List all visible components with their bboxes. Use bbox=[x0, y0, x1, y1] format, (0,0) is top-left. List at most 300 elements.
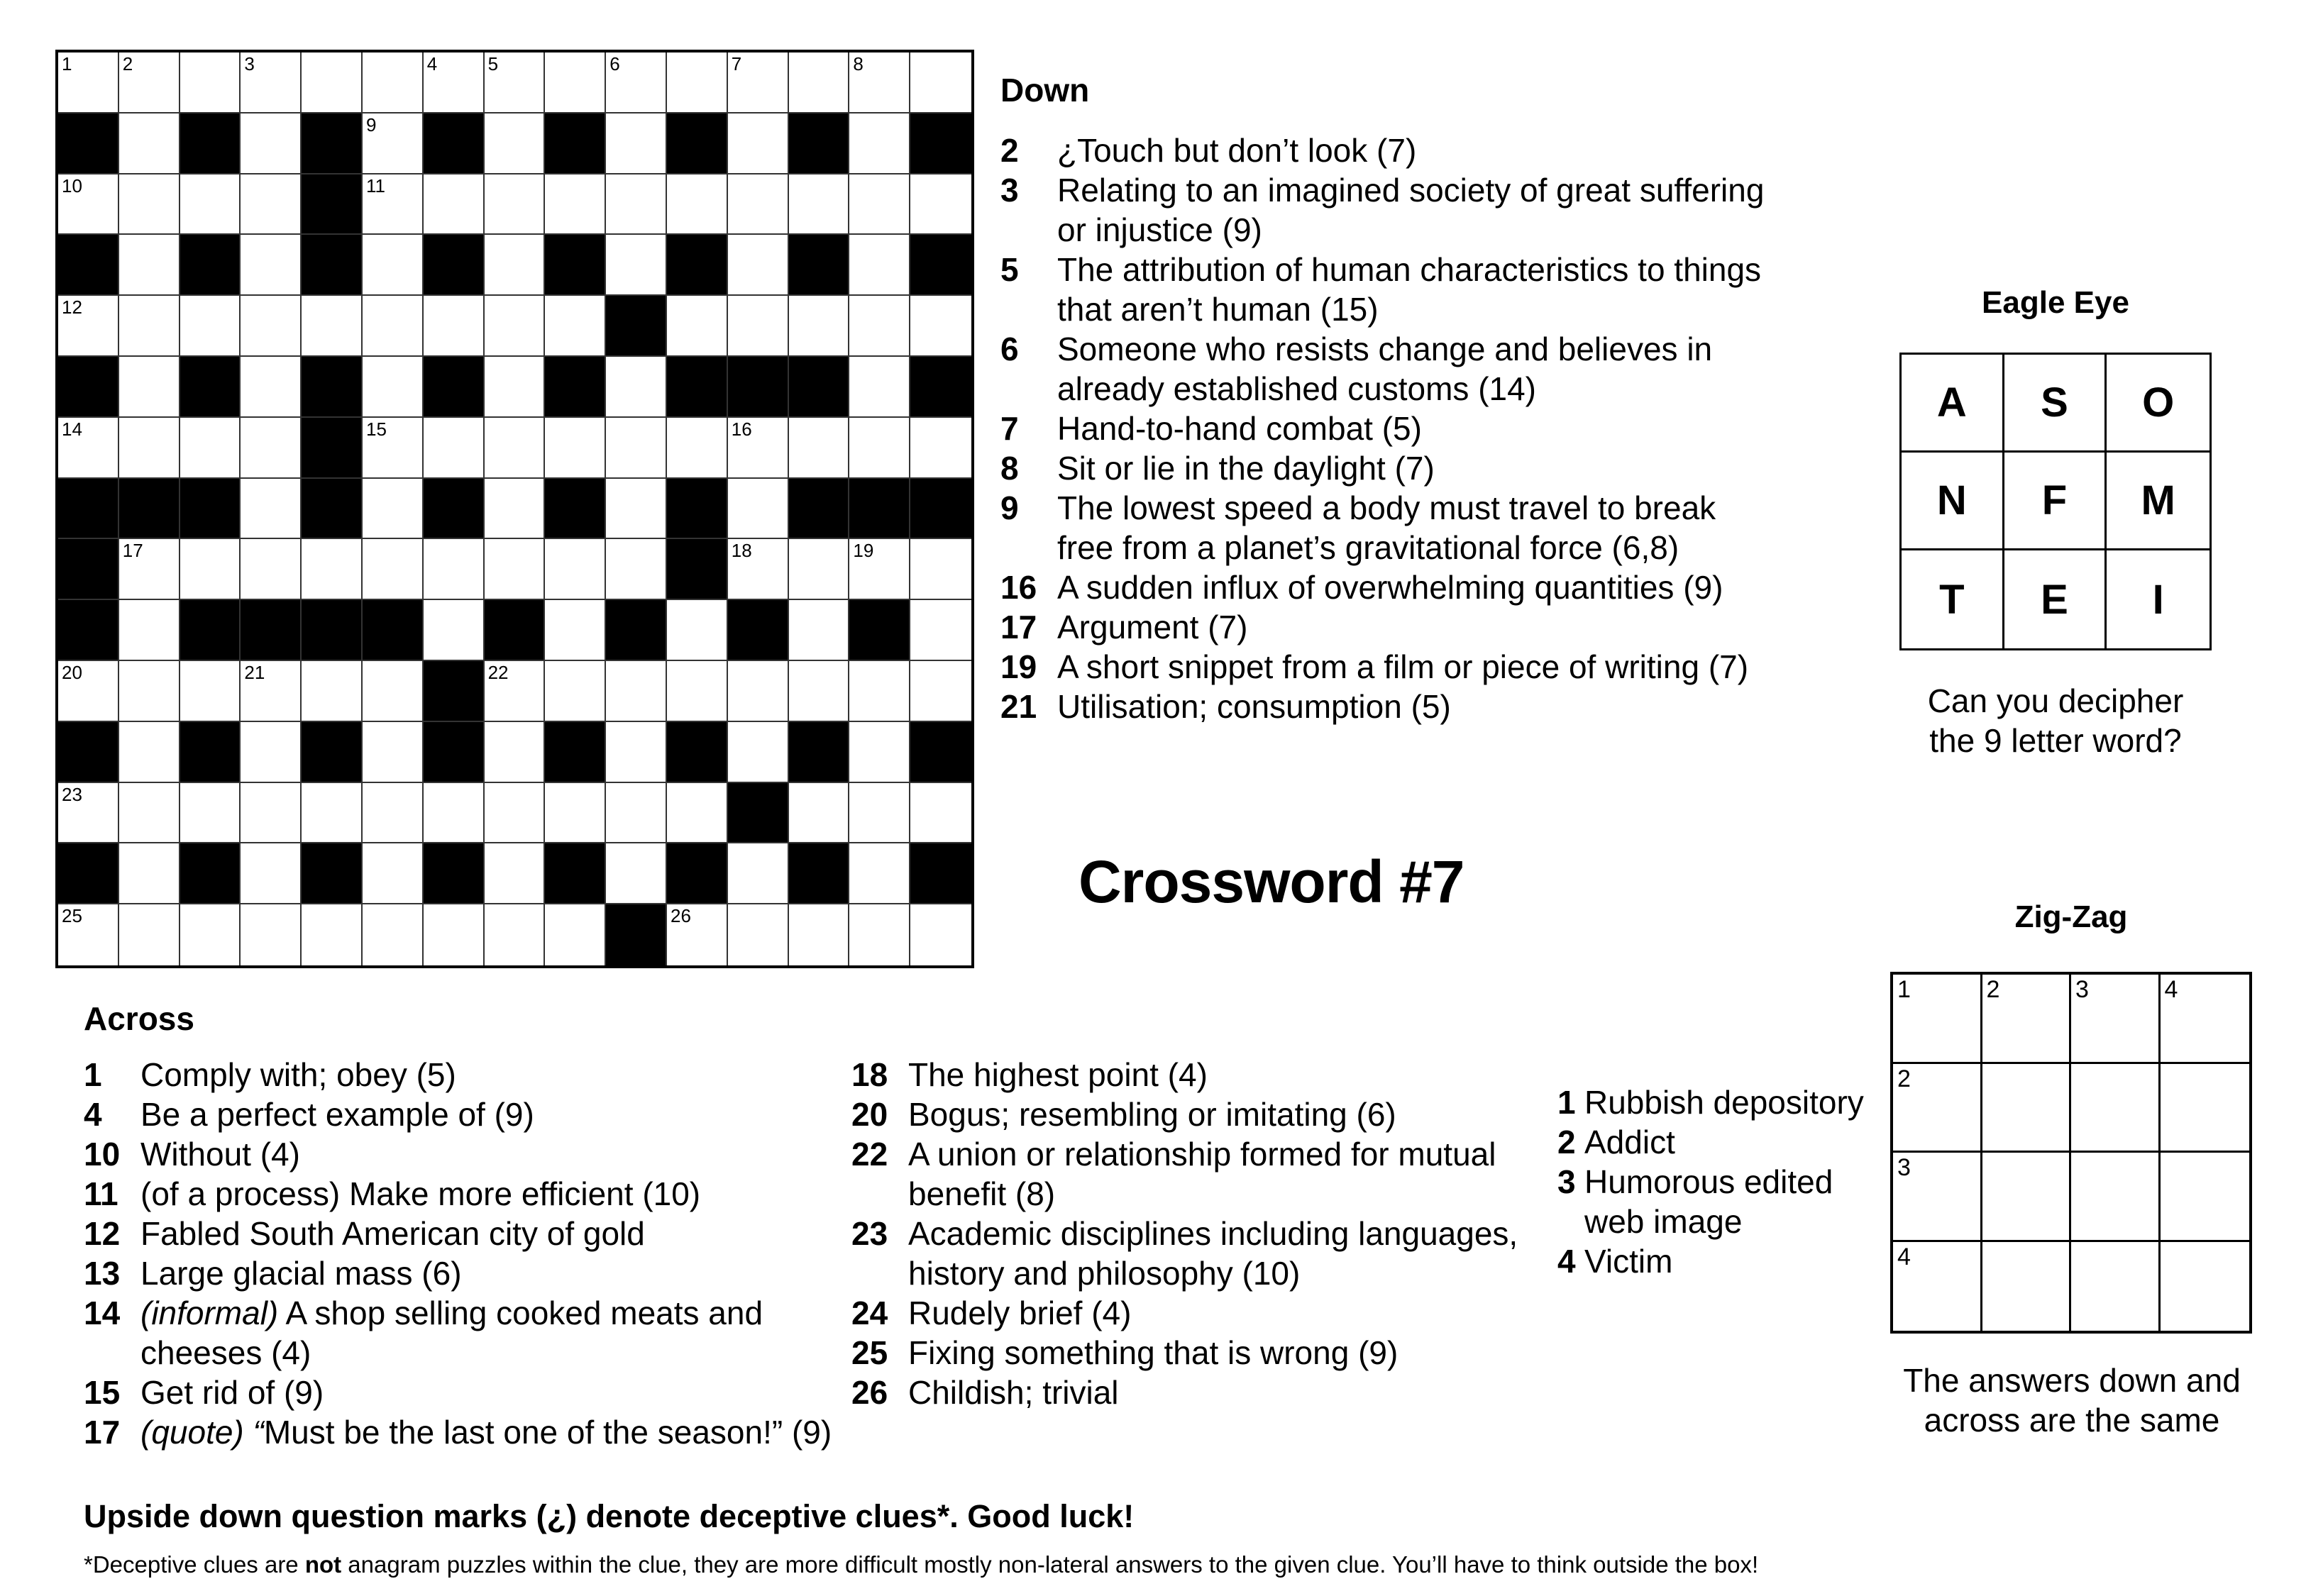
grid-block bbox=[180, 600, 241, 661]
grid-cell[interactable] bbox=[849, 296, 910, 357]
clue-text: A sudden influx of overwhelming quantities (9) bbox=[1057, 569, 1723, 606]
grid-cell[interactable] bbox=[119, 843, 180, 904]
clue-text: A union or relationship formed for mutual benefit (8) bbox=[908, 1136, 1496, 1212]
zig-zag-cell[interactable] bbox=[2161, 1242, 2250, 1331]
grid-cell[interactable] bbox=[119, 539, 180, 600]
clue-number: 5 bbox=[487, 53, 499, 74]
grid-cell[interactable] bbox=[606, 661, 667, 722]
grid-cell[interactable] bbox=[545, 174, 606, 235]
grid-cell[interactable] bbox=[363, 113, 424, 174]
grid-cell[interactable] bbox=[789, 296, 850, 357]
grid-cell[interactable] bbox=[302, 52, 363, 113]
down-clue bbox=[1000, 488, 1767, 567]
clue-text: Relating to an imagined society of great suffering or injustice (9) bbox=[1057, 172, 1765, 248]
grid-cell[interactable] bbox=[119, 357, 180, 418]
grid-cell[interactable] bbox=[667, 296, 728, 357]
grid-cell[interactable] bbox=[363, 904, 424, 965]
grid-cell[interactable] bbox=[363, 722, 424, 783]
grid-block bbox=[180, 357, 241, 418]
grid-cell[interactable] bbox=[58, 783, 119, 844]
grid-cell[interactable] bbox=[545, 539, 606, 600]
grid-cell[interactable] bbox=[789, 600, 850, 661]
grid-cell[interactable] bbox=[910, 539, 971, 600]
grid-cell[interactable] bbox=[424, 539, 485, 600]
grid-block bbox=[302, 418, 363, 479]
grid-cell[interactable] bbox=[119, 783, 180, 844]
zig-zag-cell[interactable] bbox=[2071, 1242, 2161, 1331]
grid-cell[interactable] bbox=[667, 174, 728, 235]
zig-zag-cell[interactable] bbox=[1893, 1064, 1982, 1153]
grid-cell[interactable] bbox=[667, 600, 728, 661]
grid-cell[interactable] bbox=[910, 600, 971, 661]
grid-cell[interactable] bbox=[241, 843, 302, 904]
clue-number: 21 bbox=[1000, 688, 1037, 725]
across-heading: Across bbox=[84, 1000, 194, 1037]
grid-block bbox=[302, 843, 363, 904]
clue-number: 9 bbox=[366, 113, 377, 135]
crossword-grid bbox=[55, 50, 974, 968]
grid-cell[interactable] bbox=[545, 904, 606, 965]
grid-cell[interactable] bbox=[302, 539, 363, 600]
zig-zag-cell[interactable] bbox=[1982, 1153, 2072, 1242]
grid-cell[interactable] bbox=[119, 418, 180, 479]
grid-cell[interactable] bbox=[849, 904, 910, 965]
grid-cell[interactable] bbox=[485, 479, 546, 540]
grid-cell[interactable] bbox=[119, 722, 180, 783]
zig-zag-cell[interactable] bbox=[2071, 1064, 2161, 1153]
grid-cell[interactable] bbox=[485, 357, 546, 418]
grid-block bbox=[667, 539, 728, 600]
grid-cell[interactable] bbox=[545, 661, 606, 722]
grid-cell[interactable] bbox=[606, 418, 667, 479]
grid-block bbox=[58, 539, 119, 600]
across-clue bbox=[851, 1134, 1533, 1214]
grid-cell[interactable] bbox=[789, 661, 850, 722]
grid-block bbox=[424, 357, 485, 418]
grid-cell[interactable] bbox=[849, 357, 910, 418]
grid-block bbox=[58, 235, 119, 296]
across-clue bbox=[84, 1253, 836, 1293]
grid-cell[interactable] bbox=[667, 418, 728, 479]
grid-block bbox=[58, 722, 119, 783]
grid-block bbox=[789, 479, 850, 540]
clue-number: 14 bbox=[62, 418, 82, 440]
grid-cell[interactable] bbox=[363, 843, 424, 904]
clue-number: 1 bbox=[1557, 1084, 1576, 1121]
grid-cell[interactable] bbox=[545, 600, 606, 661]
clue-number: 23 bbox=[62, 783, 82, 805]
clue-number: 21 bbox=[244, 662, 265, 683]
down-clue bbox=[1000, 409, 1767, 448]
grid-cell[interactable] bbox=[606, 843, 667, 904]
grid-cell[interactable] bbox=[119, 52, 180, 113]
grid-block bbox=[302, 600, 363, 661]
zig-zag-cell[interactable] bbox=[1982, 1242, 2072, 1331]
grid-cell[interactable] bbox=[58, 52, 119, 113]
grid-cell[interactable] bbox=[667, 52, 728, 113]
grid-cell[interactable] bbox=[606, 783, 667, 844]
grid-cell[interactable] bbox=[363, 235, 424, 296]
grid-cell[interactable] bbox=[58, 418, 119, 479]
grid-cell[interactable] bbox=[849, 722, 910, 783]
clue-prefix: (informal) bbox=[140, 1295, 279, 1331]
grid-cell[interactable] bbox=[180, 539, 241, 600]
grid-cell[interactable] bbox=[424, 52, 485, 113]
grid-block bbox=[667, 357, 728, 418]
clue-number: 4 bbox=[426, 53, 438, 74]
grid-block bbox=[910, 235, 971, 296]
grid-cell[interactable] bbox=[606, 113, 667, 174]
grid-cell[interactable] bbox=[302, 904, 363, 965]
grid-cell[interactable] bbox=[302, 296, 363, 357]
grid-cell[interactable] bbox=[545, 52, 606, 113]
clue-number: 19 bbox=[853, 540, 874, 562]
grid-block bbox=[58, 479, 119, 540]
grid-cell[interactable] bbox=[241, 296, 302, 357]
grid-block bbox=[545, 479, 606, 540]
down-heading: Down bbox=[1000, 72, 1090, 109]
clue-number: 15 bbox=[366, 418, 387, 440]
grid-cell[interactable] bbox=[910, 661, 971, 722]
grid-cell[interactable] bbox=[58, 296, 119, 357]
clue-text: Be a perfect example of (9) bbox=[140, 1096, 534, 1133]
clue-text: Comply with; obey (5) bbox=[140, 1056, 456, 1093]
clue-number: 11 bbox=[84, 1175, 118, 1212]
grid-cell[interactable] bbox=[485, 52, 546, 113]
grid-cell[interactable] bbox=[728, 418, 789, 479]
grid-cell[interactable] bbox=[849, 52, 910, 113]
grid-cell[interactable] bbox=[606, 357, 667, 418]
grid-cell[interactable] bbox=[789, 904, 850, 965]
grid-block bbox=[849, 479, 910, 540]
grid-cell[interactable] bbox=[606, 722, 667, 783]
grid-cell[interactable] bbox=[119, 904, 180, 965]
grid-cell[interactable] bbox=[667, 661, 728, 722]
grid-cell[interactable] bbox=[485, 722, 546, 783]
clue-number: 26 bbox=[671, 905, 691, 927]
across-clue bbox=[851, 1373, 1533, 1412]
grid-cell[interactable] bbox=[485, 661, 546, 722]
clue-number: 6 bbox=[609, 53, 620, 74]
zig-zag-cell[interactable] bbox=[1982, 975, 2072, 1064]
zig-zag-number: 3 bbox=[2075, 976, 2089, 1003]
grid-cell[interactable] bbox=[606, 479, 667, 540]
grid-cell[interactable] bbox=[910, 296, 971, 357]
across-clue bbox=[84, 1293, 836, 1373]
grid-cell[interactable] bbox=[363, 52, 424, 113]
grid-cell[interactable] bbox=[180, 661, 241, 722]
clue-text: Fixing something that is wrong (9) bbox=[908, 1334, 1399, 1371]
clue-number: 10 bbox=[62, 174, 82, 196]
clue-number: 3 bbox=[1000, 172, 1019, 209]
clue-number: 7 bbox=[1000, 410, 1019, 447]
grid-cell[interactable] bbox=[241, 357, 302, 418]
across-clue bbox=[84, 1214, 836, 1253]
grid-cell[interactable] bbox=[728, 296, 789, 357]
clue-number: 2 bbox=[1557, 1124, 1576, 1160]
zig-zag-cell[interactable] bbox=[1893, 1153, 1982, 1242]
footer-note-after: anagram puzzles within the clue, they are more difficult mostly non-lateral answers to the given clue. You’ll have to think outside the box! bbox=[341, 1551, 1759, 1578]
clue-number: 13 bbox=[84, 1255, 121, 1292]
grid-cell[interactable] bbox=[728, 479, 789, 540]
grid-cell[interactable] bbox=[485, 174, 546, 235]
zig-zag-cell[interactable] bbox=[2071, 1153, 2161, 1242]
down-clue bbox=[1000, 170, 1767, 250]
clue-text: Victim bbox=[1584, 1243, 1673, 1280]
zig-zag-cell[interactable] bbox=[1893, 975, 1982, 1064]
grid-cell[interactable] bbox=[241, 722, 302, 783]
grid-cell[interactable] bbox=[485, 418, 546, 479]
grid-block bbox=[545, 113, 606, 174]
clue-number: 25 bbox=[62, 905, 82, 927]
across-clue bbox=[84, 1412, 836, 1452]
grid-cell[interactable] bbox=[545, 418, 606, 479]
grid-cell[interactable] bbox=[180, 783, 241, 844]
grid-cell[interactable] bbox=[849, 783, 910, 844]
zig-zag-cell[interactable] bbox=[2071, 975, 2161, 1064]
zig-zag-caption bbox=[1831, 1361, 2306, 1440]
clue-text: Rubbish depository bbox=[1584, 1084, 1864, 1121]
grid-cell[interactable] bbox=[545, 296, 606, 357]
grid-cell[interactable] bbox=[606, 52, 667, 113]
clue-number: 2 bbox=[1000, 132, 1019, 169]
grid-cell[interactable] bbox=[789, 783, 850, 844]
eagle-eye-letter: O bbox=[2107, 355, 2210, 453]
grid-cell[interactable] bbox=[545, 783, 606, 844]
clue-text: Sit or lie in the daylight (7) bbox=[1057, 450, 1435, 487]
clue-number: 8 bbox=[853, 53, 864, 74]
eagle-eye-letter: E bbox=[2004, 550, 2107, 648]
eagle-eye-letter: F bbox=[2004, 453, 2107, 550]
clue-number: 17 bbox=[122, 540, 143, 562]
clue-text: A short snippet from a film or piece of writing (7) bbox=[1057, 648, 1749, 685]
grid-cell[interactable] bbox=[728, 113, 789, 174]
clue-text: Argument (7) bbox=[1057, 609, 1248, 645]
grid-block bbox=[789, 722, 850, 783]
grid-cell[interactable] bbox=[728, 722, 789, 783]
grid-cell[interactable] bbox=[302, 661, 363, 722]
grid-cell[interactable] bbox=[424, 418, 485, 479]
clue-number: 10 bbox=[84, 1136, 121, 1173]
clue-number: 13 bbox=[609, 297, 631, 318]
zig-zag-cell[interactable] bbox=[1982, 1064, 2072, 1153]
eagle-eye-letter: M bbox=[2107, 453, 2210, 550]
down-clue bbox=[1000, 250, 1767, 329]
grid-block bbox=[606, 296, 667, 357]
grid-block bbox=[606, 904, 667, 965]
clue-number: 12 bbox=[62, 297, 82, 318]
grid-block bbox=[58, 600, 119, 661]
grid-cell[interactable] bbox=[849, 235, 910, 296]
grid-cell[interactable] bbox=[606, 174, 667, 235]
grid-block bbox=[302, 357, 363, 418]
grid-block bbox=[363, 600, 424, 661]
grid-cell[interactable] bbox=[241, 661, 302, 722]
grid-block bbox=[58, 113, 119, 174]
grid-cell[interactable] bbox=[363, 783, 424, 844]
grid-cell[interactable] bbox=[606, 235, 667, 296]
clue-text: A shop selling cooked meats and cheeses (4) bbox=[140, 1295, 763, 1371]
clue-number: 16 bbox=[1000, 569, 1037, 606]
grid-block bbox=[302, 174, 363, 235]
grid-cell[interactable] bbox=[789, 52, 850, 113]
clue-text: Rudely brief (4) bbox=[908, 1295, 1132, 1331]
grid-cell[interactable] bbox=[728, 661, 789, 722]
clue-text: Large glacial mass (6) bbox=[140, 1255, 462, 1292]
grid-cell[interactable] bbox=[58, 174, 119, 235]
grid-cell[interactable] bbox=[910, 783, 971, 844]
clue-number: 25 bbox=[851, 1334, 888, 1371]
grid-cell[interactable] bbox=[241, 52, 302, 113]
grid-cell[interactable] bbox=[363, 418, 424, 479]
grid-cell[interactable] bbox=[485, 113, 546, 174]
clue-number: 18 bbox=[731, 540, 752, 562]
grid-cell[interactable] bbox=[910, 174, 971, 235]
grid-cell[interactable] bbox=[241, 113, 302, 174]
grid-cell[interactable] bbox=[241, 235, 302, 296]
grid-block bbox=[424, 843, 485, 904]
grid-block bbox=[424, 235, 485, 296]
grid-cell[interactable] bbox=[58, 661, 119, 722]
grid-cell[interactable] bbox=[363, 174, 424, 235]
grid-cell[interactable] bbox=[485, 296, 546, 357]
grid-cell[interactable] bbox=[424, 296, 485, 357]
grid-block bbox=[910, 843, 971, 904]
grid-cell[interactable] bbox=[728, 843, 789, 904]
grid-cell[interactable] bbox=[241, 418, 302, 479]
grid-cell[interactable] bbox=[119, 296, 180, 357]
grid-cell[interactable] bbox=[241, 904, 302, 965]
grid-cell[interactable] bbox=[119, 174, 180, 235]
across-clue bbox=[84, 1055, 836, 1095]
zig-zag-grid bbox=[1890, 972, 2252, 1334]
grid-cell[interactable] bbox=[910, 904, 971, 965]
grid-cell[interactable] bbox=[849, 418, 910, 479]
grid-cell[interactable] bbox=[363, 357, 424, 418]
grid-cell[interactable] bbox=[363, 539, 424, 600]
grid-cell[interactable] bbox=[180, 418, 241, 479]
grid-cell[interactable] bbox=[728, 904, 789, 965]
grid-cell[interactable] bbox=[241, 479, 302, 540]
grid-cell[interactable] bbox=[910, 418, 971, 479]
grid-cell[interactable] bbox=[424, 783, 485, 844]
grid-block bbox=[180, 235, 241, 296]
zig-zag-number: 2 bbox=[1986, 976, 2000, 1003]
grid-cell[interactable] bbox=[424, 904, 485, 965]
grid-block bbox=[302, 722, 363, 783]
zig-zag-cell[interactable] bbox=[2161, 1064, 2250, 1153]
grid-block bbox=[302, 479, 363, 540]
grid-cell[interactable] bbox=[849, 661, 910, 722]
grid-cell[interactable] bbox=[363, 479, 424, 540]
grid-block bbox=[424, 113, 485, 174]
clue-number: 23 bbox=[851, 1215, 888, 1252]
zig-zag-number: 4 bbox=[1897, 1243, 1911, 1270]
zig-zag-cell[interactable] bbox=[2161, 1153, 2250, 1242]
grid-block bbox=[119, 479, 180, 540]
grid-cell[interactable] bbox=[728, 539, 789, 600]
zig-zag-number: 4 bbox=[2164, 976, 2178, 1003]
clue-text: The highest point (4) bbox=[908, 1056, 1208, 1093]
grid-cell[interactable] bbox=[302, 783, 363, 844]
zig-zag-cell[interactable] bbox=[2161, 975, 2250, 1064]
grid-cell[interactable] bbox=[485, 843, 546, 904]
grid-block bbox=[545, 843, 606, 904]
grid-cell[interactable] bbox=[789, 539, 850, 600]
clue-number: 5 bbox=[1000, 251, 1019, 288]
clue-text: The lowest speed a body must travel to break free from a planet’s gravitational force (6,8) bbox=[1057, 489, 1716, 566]
clue-text: Humorous edited web image bbox=[1584, 1163, 1833, 1240]
across-clue-list-1 bbox=[84, 1055, 836, 1452]
grid-block bbox=[58, 843, 119, 904]
grid-cell[interactable] bbox=[789, 418, 850, 479]
grid-cell[interactable] bbox=[241, 539, 302, 600]
grid-cell[interactable] bbox=[241, 783, 302, 844]
zig-zag-number: 3 bbox=[1897, 1154, 1911, 1181]
zig-zag-clue bbox=[1557, 1162, 1891, 1241]
grid-block bbox=[545, 722, 606, 783]
clue-number: 1 bbox=[84, 1056, 102, 1093]
grid-cell[interactable] bbox=[667, 904, 728, 965]
grid-cell[interactable] bbox=[485, 783, 546, 844]
grid-block bbox=[302, 235, 363, 296]
grid-cell[interactable] bbox=[363, 296, 424, 357]
clue-text: Addict bbox=[1584, 1124, 1675, 1160]
grid-cell[interactable] bbox=[667, 783, 728, 844]
grid-cell[interactable] bbox=[119, 600, 180, 661]
clue-number: 2 bbox=[122, 53, 133, 74]
grid-cell[interactable] bbox=[910, 52, 971, 113]
grid-cell[interactable] bbox=[180, 52, 241, 113]
clue-number: 15 bbox=[84, 1374, 121, 1411]
clue-number: 20 bbox=[62, 662, 82, 683]
grid-cell[interactable] bbox=[728, 174, 789, 235]
grid-cell[interactable] bbox=[58, 904, 119, 965]
grid-cell[interactable] bbox=[119, 661, 180, 722]
grid-cell[interactable] bbox=[424, 600, 485, 661]
grid-cell[interactable] bbox=[241, 174, 302, 235]
grid-cell[interactable] bbox=[728, 235, 789, 296]
clue-number: 24 bbox=[731, 783, 752, 805]
grid-cell[interactable] bbox=[849, 539, 910, 600]
grid-cell[interactable] bbox=[424, 174, 485, 235]
grid-block bbox=[180, 843, 241, 904]
grid-cell[interactable] bbox=[180, 904, 241, 965]
grid-cell[interactable] bbox=[119, 113, 180, 174]
grid-cell[interactable] bbox=[485, 904, 546, 965]
grid-cell[interactable] bbox=[849, 174, 910, 235]
zig-zag-cell[interactable] bbox=[1893, 1242, 1982, 1331]
grid-cell[interactable] bbox=[180, 296, 241, 357]
clue-number: 22 bbox=[851, 1136, 888, 1173]
clue-number: 6 bbox=[1000, 331, 1019, 367]
grid-cell[interactable] bbox=[728, 52, 789, 113]
grid-cell[interactable] bbox=[789, 174, 850, 235]
grid-cell[interactable] bbox=[180, 174, 241, 235]
clue-text: Hand-to-hand combat (5) bbox=[1057, 410, 1422, 447]
grid-cell[interactable] bbox=[606, 539, 667, 600]
grid-cell[interactable] bbox=[363, 661, 424, 722]
grid-cell[interactable] bbox=[485, 235, 546, 296]
grid-cell[interactable] bbox=[849, 113, 910, 174]
grid-block bbox=[545, 357, 606, 418]
grid-cell[interactable] bbox=[485, 539, 546, 600]
grid-block bbox=[180, 722, 241, 783]
grid-cell[interactable] bbox=[849, 843, 910, 904]
grid-cell[interactable] bbox=[119, 235, 180, 296]
across-clue-list-2 bbox=[851, 1055, 1533, 1412]
grid-block bbox=[728, 357, 789, 418]
